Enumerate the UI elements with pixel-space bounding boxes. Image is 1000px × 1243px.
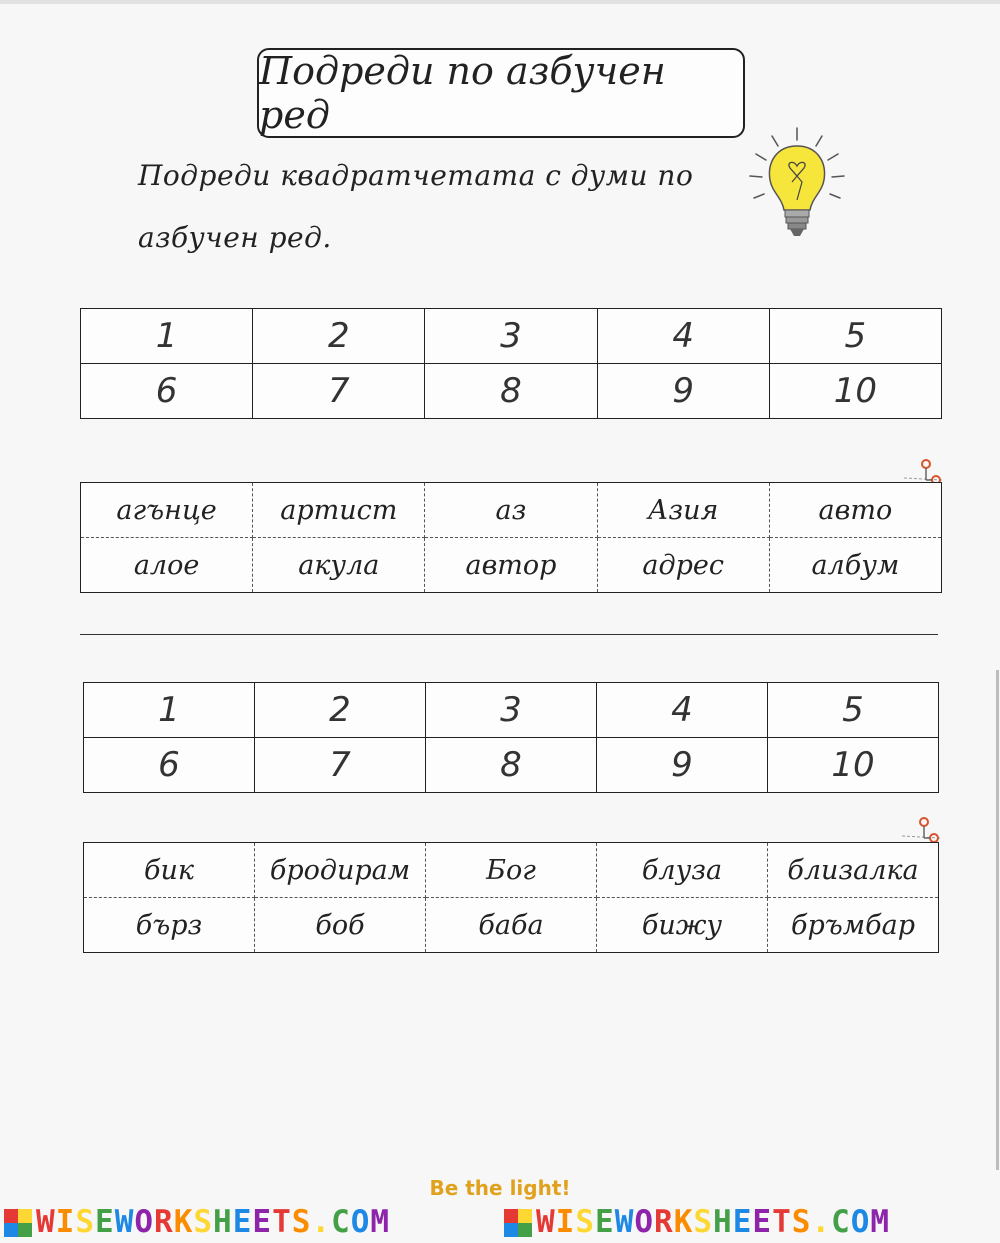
lightbulb-icon [742, 124, 852, 244]
number-row [84, 683, 939, 738]
number-cell: 9 [597, 738, 768, 793]
number-cell: 9 [597, 364, 769, 419]
word-card[interactable]: алое [81, 538, 253, 593]
scrollbar-edge [996, 670, 999, 1170]
word-row [81, 538, 942, 593]
word-card[interactable]: блуза [597, 843, 768, 898]
number-grid-2 [83, 682, 939, 793]
word-row [81, 483, 942, 538]
word-card[interactable]: адрес [597, 538, 769, 593]
brand-logo-icon [4, 1209, 32, 1237]
word-row [84, 843, 939, 898]
word-card[interactable]: Азия [597, 483, 769, 538]
number-cell: 8 [426, 738, 597, 793]
page-top-border [0, 0, 1000, 4]
word-row [84, 898, 939, 953]
word-card[interactable]: баба [426, 898, 597, 953]
number-cell: 3 [426, 683, 597, 738]
number-cell: 7 [255, 738, 426, 793]
word-card[interactable]: авто [769, 483, 941, 538]
section-divider [80, 634, 938, 635]
number-cell: 1 [81, 309, 253, 364]
worksheet-title: Подреди по азбучен ред [257, 48, 745, 138]
brand-logo-icon [504, 1209, 532, 1237]
number-row [81, 309, 942, 364]
word-card[interactable]: боб [255, 898, 426, 953]
word-cards-a [80, 482, 942, 593]
word-card[interactable]: акула [253, 538, 425, 593]
number-cell: 4 [597, 309, 769, 364]
word-card[interactable]: близалка [768, 843, 939, 898]
scissors-icon [902, 458, 942, 484]
word-card[interactable]: бродирам [255, 843, 426, 898]
number-cell: 7 [253, 364, 425, 419]
number-row [84, 738, 939, 793]
word-card[interactable]: бик [84, 843, 255, 898]
number-cell: 1 [84, 683, 255, 738]
number-grid-1 [80, 308, 942, 419]
number-cell: 2 [255, 683, 426, 738]
word-card[interactable]: автор [425, 538, 597, 593]
scissors-icon [900, 816, 940, 842]
brand-text: WISEWORKSHEETS.COM [36, 1204, 391, 1240]
number-cell: 8 [425, 364, 597, 419]
word-card[interactable]: бижу [597, 898, 768, 953]
number-cell: 6 [84, 738, 255, 793]
word-card[interactable]: артист [253, 483, 425, 538]
word-card[interactable]: аз [425, 483, 597, 538]
word-card[interactable]: бърз [84, 898, 255, 953]
footer-brand-bar [0, 1202, 1000, 1243]
number-cell: 5 [769, 309, 941, 364]
number-cell: 10 [768, 738, 939, 793]
word-cards-b [83, 842, 939, 953]
number-cell: 10 [769, 364, 941, 419]
word-card[interactable]: агънце [81, 483, 253, 538]
number-cell: 2 [253, 309, 425, 364]
number-cell: 5 [768, 683, 939, 738]
word-card[interactable]: Бог [426, 843, 597, 898]
brand-watermark[interactable] [500, 1202, 1000, 1243]
instruction-text: Подреди квадратчетата с думи по азбучен ред. [138, 159, 694, 254]
tagline: Be the light! [429, 1176, 571, 1200]
number-cell: 6 [81, 364, 253, 419]
brand-watermark[interactable] [0, 1202, 500, 1243]
brand-text: WISEWORKSHEETS.COM [536, 1204, 891, 1240]
number-cell: 4 [597, 683, 768, 738]
number-row [81, 364, 942, 419]
word-card[interactable]: бръмбар [768, 898, 939, 953]
word-card[interactable]: албум [769, 538, 941, 593]
number-cell: 3 [425, 309, 597, 364]
